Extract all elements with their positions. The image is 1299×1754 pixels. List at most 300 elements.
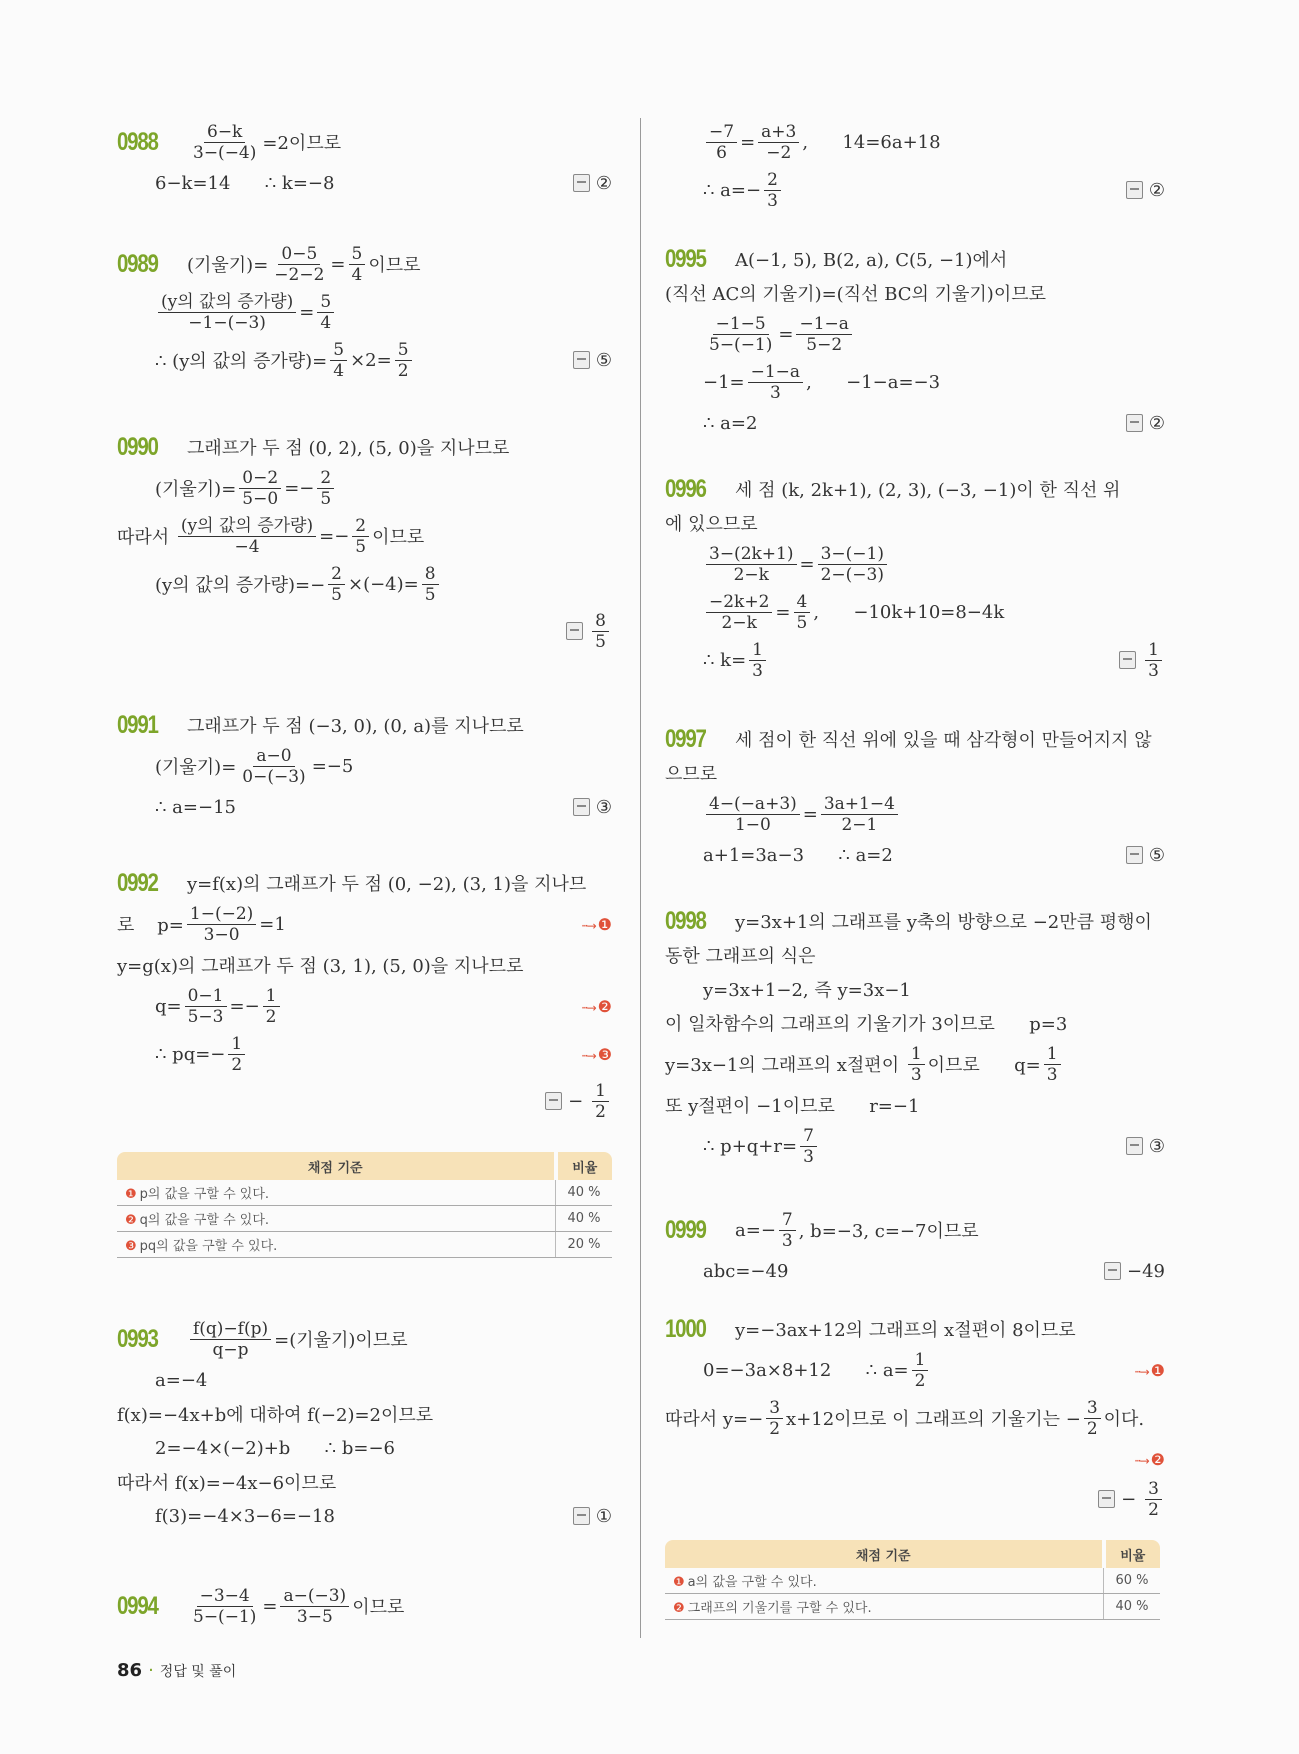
fraction-denominator: −2−2 xyxy=(274,264,325,285)
solution-line xyxy=(665,242,1165,276)
math-text: − xyxy=(1121,1488,1137,1510)
fraction-numerator: −1−5 xyxy=(713,314,769,335)
fraction-numerator: 7 xyxy=(779,1210,796,1231)
math-text: =− xyxy=(284,477,315,499)
math-text: ∴ k= xyxy=(703,649,747,671)
math-text: ② xyxy=(1148,179,1165,201)
fraction-numerator: 2 xyxy=(317,468,334,489)
criteria-text: a의 값을 구할 수 있다. xyxy=(687,1575,817,1590)
fraction-numerator: 1−(−2) xyxy=(187,904,256,925)
fraction xyxy=(349,244,366,285)
fraction xyxy=(706,544,797,585)
fraction xyxy=(228,1034,245,1075)
fraction-denominator: −4 xyxy=(234,536,260,557)
math-text: 따라서 xyxy=(117,527,175,548)
fraction xyxy=(352,516,369,557)
fraction-denominator: 2 xyxy=(1086,1418,1098,1439)
answer xyxy=(1126,180,1165,201)
fraction-denominator: 3 xyxy=(1148,660,1159,681)
fraction-numerator: 1 xyxy=(908,1044,925,1065)
ratio-cell: 40 % xyxy=(1104,1594,1161,1620)
arrow-icon: ···→ xyxy=(581,1048,595,1063)
answer-icon xyxy=(1119,651,1136,669)
solution-line xyxy=(117,948,612,982)
math-text: , b=−3, c=−7이므로 xyxy=(798,1221,979,1242)
fraction xyxy=(185,986,227,1027)
fraction xyxy=(794,592,811,633)
fraction xyxy=(395,340,412,381)
answer-icon xyxy=(1104,1262,1121,1280)
problem-1000 xyxy=(665,1312,1165,1522)
fraction-denominator: 2 xyxy=(231,1054,243,1075)
math-text: 동한 그래프의 식은 xyxy=(665,946,816,967)
fraction-numerator: 1 xyxy=(263,986,280,1007)
fraction-denominator: 5−3 xyxy=(187,1006,224,1027)
answer-icon xyxy=(1126,181,1143,199)
solution-line xyxy=(117,900,612,948)
step-number: ❷ xyxy=(597,996,612,1016)
fraction xyxy=(706,314,775,355)
math-text: ② xyxy=(1148,412,1165,434)
fraction-denominator: 3 xyxy=(769,382,781,403)
answer xyxy=(1126,413,1165,434)
solution-line xyxy=(117,1315,612,1363)
math-text: 0=−3a×8+12 ∴ a= xyxy=(703,1359,909,1381)
solution-line xyxy=(665,506,1165,540)
fraction-numerator: 3 xyxy=(1145,1479,1162,1500)
math-text: 이 일차함수의 그래프의 기울기가 3이므로 p=3 xyxy=(665,1014,1068,1035)
problem-number: 0999 xyxy=(665,1215,706,1244)
answer xyxy=(566,611,612,652)
solution-line xyxy=(665,1006,1165,1040)
solution-line xyxy=(117,1465,612,1499)
problem-0999 xyxy=(665,1206,1165,1288)
answer-icon xyxy=(545,1092,562,1110)
answer xyxy=(573,173,612,194)
step-number: ❸ xyxy=(597,1044,612,1064)
fraction-numerator: −1−a xyxy=(796,314,851,335)
table-row xyxy=(665,1568,1160,1594)
fraction-denominator: 3−(−4) xyxy=(193,142,257,163)
fraction-denominator: 3 xyxy=(1046,1064,1058,1085)
solution-line xyxy=(117,1030,612,1078)
criteria-cell xyxy=(117,1180,556,1206)
fraction-denominator: 4 xyxy=(333,360,345,381)
table-header-row xyxy=(665,1540,1160,1568)
problem-number: 0995 xyxy=(665,244,706,273)
problem-number: 0997 xyxy=(665,724,706,753)
criteria-text: 그래프의 기울기를 구할 수 있다. xyxy=(687,1601,872,1616)
solution-line xyxy=(665,636,1165,684)
solution-line xyxy=(117,166,612,200)
fraction-denominator: 5 xyxy=(595,631,606,652)
fraction-denominator: 2−k xyxy=(733,564,769,585)
fraction-numerator: 1 xyxy=(1145,640,1162,661)
solution-line xyxy=(665,1312,1165,1346)
fraction xyxy=(749,640,766,681)
fraction-numerator: 8 xyxy=(422,564,439,585)
problem-number: 1000 xyxy=(665,1314,706,1343)
step-number: ❶ xyxy=(597,914,612,934)
math-text: 그래프가 두 점 (−3, 0), (0, a)를 지나므로 xyxy=(187,716,524,737)
fraction xyxy=(280,1586,349,1627)
answer-icon xyxy=(573,1507,590,1525)
fraction-denominator: 5−(−1) xyxy=(709,334,773,355)
fraction-denominator: −1−(−3) xyxy=(188,312,266,333)
problem-0995 xyxy=(665,242,1165,440)
answer xyxy=(1098,1479,1165,1520)
fraction-numerator: 3 xyxy=(766,1398,783,1419)
math-text: y=f(x)의 그래프가 두 점 (0, −2), (3, 1)을 지나므 xyxy=(187,874,587,895)
step-badge: ❸ xyxy=(125,1239,137,1254)
solution-line xyxy=(117,1431,612,1465)
criteria-text: pq의 값을 구할 수 있다. xyxy=(139,1239,278,1254)
fraction xyxy=(239,468,281,509)
fraction-numerator: 1 xyxy=(912,1350,929,1371)
page-number: 86 xyxy=(117,1660,143,1681)
math-text: ⑤ xyxy=(1148,844,1165,866)
solution-line xyxy=(117,118,612,166)
fraction xyxy=(821,794,898,835)
math-text: y=g(x)의 그래프가 두 점 (3, 1), (5, 0)을 지나므로 xyxy=(117,956,524,977)
solution-line xyxy=(665,938,1165,972)
fraction xyxy=(779,1210,796,1251)
math-text: ⑤ xyxy=(595,349,612,371)
math-text: =− xyxy=(319,525,350,547)
math-text: ∴ a=− xyxy=(703,179,762,201)
solution-line xyxy=(665,472,1165,506)
problem-number: 0989 xyxy=(117,249,158,278)
math-text: y=−3ax+12의 그래프의 x절편이 8이므로 xyxy=(735,1320,1076,1341)
math-text: 이므로 q= xyxy=(927,1055,1041,1076)
answer-icon xyxy=(573,351,590,369)
answer-icon xyxy=(1126,846,1143,864)
step-badge: ❷ xyxy=(673,1601,685,1616)
math-text: 이므로 xyxy=(352,1597,405,1618)
math-text: = xyxy=(740,131,756,153)
solution-line xyxy=(665,1346,1165,1394)
solution-line xyxy=(665,972,1165,1006)
fraction xyxy=(592,611,609,652)
fraction-numerator: a−0 xyxy=(253,746,294,767)
math-text: =−5 xyxy=(311,755,354,777)
grading-table-0992 xyxy=(117,1152,612,1258)
solution-line xyxy=(117,464,612,512)
fraction-denominator: 6 xyxy=(716,142,727,163)
fraction xyxy=(764,170,781,211)
fraction xyxy=(748,362,803,403)
fraction-denominator: 2 xyxy=(397,360,409,381)
header-criteria: 채점 기준 xyxy=(117,1152,556,1180)
problem-number: 0993 xyxy=(117,1324,158,1353)
fraction-denominator: q−p xyxy=(212,1339,249,1360)
criteria-text: p의 값을 구할 수 있다. xyxy=(139,1187,270,1202)
math-text: ×(−4)= xyxy=(347,573,419,595)
fraction-denominator: 3−0 xyxy=(203,924,240,945)
math-text: 에 있으므로 xyxy=(665,514,758,535)
fraction-denominator: 2−(−3) xyxy=(820,564,884,585)
solution-line xyxy=(117,430,612,464)
fraction-numerator: 1 xyxy=(749,640,766,661)
fraction xyxy=(908,1044,925,1085)
solution-line xyxy=(117,982,612,1030)
fraction xyxy=(818,544,887,585)
solution-line xyxy=(665,790,1165,838)
problem-number: 0991 xyxy=(117,710,158,739)
math-text: 로 p= xyxy=(117,915,184,936)
step-marker xyxy=(581,997,612,1016)
step-number: ❶ xyxy=(1150,1360,1165,1380)
ratio-cell: 60 % xyxy=(1104,1568,1161,1594)
math-text: A(−1, 5), B(2, a), C(5, −1)에서 xyxy=(735,250,1008,271)
fraction-denominator: 3 xyxy=(910,1064,922,1085)
arrow-icon: ···→ xyxy=(1134,1364,1148,1379)
solution-line xyxy=(117,512,612,560)
fraction xyxy=(190,122,259,163)
fraction-numerator: f(q)−f(p) xyxy=(190,1319,271,1340)
fraction-numerator: −1−a xyxy=(748,362,803,383)
fraction-numerator: 4 xyxy=(794,592,811,613)
answer xyxy=(1126,1136,1165,1157)
math-text: y=3x+1의 그래프를 y축의 방향으로 −2만큼 평행이 xyxy=(735,912,1152,933)
math-text: −49 xyxy=(1127,1260,1165,1282)
problem-number: 0994 xyxy=(117,1591,158,1620)
answer xyxy=(1126,845,1165,866)
solution-line xyxy=(117,1363,612,1397)
solution-line xyxy=(665,722,1165,756)
fraction xyxy=(912,1350,929,1391)
math-text: =(기울기)이므로 xyxy=(274,1330,408,1351)
fraction xyxy=(1145,640,1162,681)
math-text: ∴ (y의 값의 증가량)= xyxy=(155,351,328,372)
solution-line xyxy=(117,742,612,790)
footer-title: 정답 및 풀이 xyxy=(159,1663,237,1680)
math-text: − xyxy=(568,1090,584,1112)
math-text: x+12이므로 이 그래프의 기울기는 − xyxy=(786,1409,1081,1430)
criteria-cell xyxy=(117,1232,556,1258)
fraction-numerator: 0−5 xyxy=(278,244,320,265)
math-text: a=− xyxy=(735,1219,776,1241)
solution-line xyxy=(665,310,1165,358)
fraction-denominator: 4 xyxy=(351,264,363,285)
solution-line xyxy=(665,756,1165,790)
math-text: , −1−a=−3 xyxy=(806,371,941,393)
answer xyxy=(573,1506,612,1527)
fraction-numerator: 0−2 xyxy=(239,468,281,489)
fraction-denominator: 1−0 xyxy=(734,814,771,835)
math-text: 따라서 y=− xyxy=(665,1409,764,1430)
solution-line xyxy=(665,588,1165,636)
table-row xyxy=(117,1180,612,1206)
fraction-denominator: 3 xyxy=(752,660,763,681)
fraction-denominator: 2−k xyxy=(721,612,757,633)
table-row xyxy=(117,1206,612,1232)
math-text: f(3)=−4×3−6=−18 xyxy=(155,1505,335,1527)
criteria-cell xyxy=(117,1206,556,1232)
fraction-denominator: 5 xyxy=(424,584,436,605)
fraction-denominator: 2 xyxy=(769,1418,781,1439)
fraction-denominator: 0−(−3) xyxy=(242,766,306,787)
math-text: ∴ a=2 xyxy=(703,412,758,434)
fraction-denominator: 2 xyxy=(265,1006,277,1027)
math-text: = xyxy=(799,553,815,575)
fraction xyxy=(190,1319,271,1360)
math-text: 이므로 xyxy=(368,255,421,276)
fraction-denominator: 5−2 xyxy=(806,334,843,355)
fraction-numerator: −2k+2 xyxy=(706,592,772,613)
solution-line xyxy=(117,1078,612,1124)
solution-line xyxy=(665,540,1165,588)
step-marker xyxy=(581,915,612,934)
math-text: ③ xyxy=(1148,1135,1165,1157)
math-text: 또 y절편이 −1이므로 r=−1 xyxy=(665,1096,920,1117)
fraction-numerator: 2 xyxy=(352,516,369,537)
fraction-denominator: −2 xyxy=(766,142,792,163)
table-row xyxy=(117,1232,612,1258)
math-text: f(x)=−4x+b에 대하여 f(−2)=2이므로 xyxy=(117,1405,434,1426)
fraction-numerator: 5 xyxy=(317,292,334,313)
fraction-denominator: 4 xyxy=(320,312,332,333)
solution-line xyxy=(665,904,1165,938)
fraction xyxy=(422,564,439,605)
solution-line xyxy=(117,336,612,384)
solution-line xyxy=(117,288,612,336)
solution-line xyxy=(665,406,1165,440)
problem-0993 xyxy=(117,1315,612,1533)
answer-icon xyxy=(573,174,590,192)
fraction-numerator: 2 xyxy=(328,564,345,585)
table-row xyxy=(665,1594,1160,1620)
header-ratio: 비율 xyxy=(1104,1540,1161,1568)
math-text: =1 xyxy=(259,913,286,935)
problem-0989 xyxy=(117,240,612,384)
solution-line xyxy=(665,1254,1165,1288)
solution-line xyxy=(665,1476,1165,1522)
math-text: ×2= xyxy=(350,349,392,371)
problem-number: 0988 xyxy=(117,127,158,156)
fraction-numerator: 0−1 xyxy=(185,986,227,1007)
fraction xyxy=(1084,1398,1101,1439)
math-text: abc=−49 xyxy=(703,1260,789,1282)
problem-cont xyxy=(665,118,1165,214)
math-text: 으므로 xyxy=(665,764,718,785)
math-text: y=3x+1−2, 즉 y=3x−1 xyxy=(703,980,911,1001)
fraction-numerator: 8 xyxy=(592,611,609,632)
criteria-text: q의 값을 구할 수 있다. xyxy=(139,1213,270,1228)
fraction xyxy=(1044,1044,1061,1085)
fraction-numerator: a−(−3) xyxy=(280,1586,349,1607)
fraction xyxy=(1145,1479,1162,1520)
fraction xyxy=(328,564,345,605)
fraction-denominator: 2 xyxy=(1148,1499,1159,1520)
math-text: ① xyxy=(595,1505,612,1527)
step-marker xyxy=(1134,1450,1165,1469)
answer-icon xyxy=(1126,1137,1143,1155)
math-text: (y의 값의 증가량)=− xyxy=(155,575,326,596)
step-number: ❷ xyxy=(1150,1449,1165,1469)
math-text: ∴ p+q+r= xyxy=(703,1135,798,1157)
problem-number: 0998 xyxy=(665,906,706,935)
solution-line xyxy=(665,1206,1165,1254)
math-text: = xyxy=(778,323,794,345)
header-ratio: 비율 xyxy=(556,1152,613,1180)
fraction-denominator: 5−(−1) xyxy=(193,1606,257,1627)
solution-line xyxy=(665,358,1165,406)
math-text: ② xyxy=(595,172,612,194)
math-text: (기울기)= xyxy=(187,255,269,276)
arrow-icon: ···→ xyxy=(581,1000,595,1015)
math-text: (직선 AC의 기울기)=(직선 BC의 기울기)이므로 xyxy=(665,284,1046,305)
solution-line xyxy=(117,1582,612,1630)
solution-line xyxy=(665,838,1165,872)
step-marker xyxy=(581,1045,612,1064)
table-header-row xyxy=(117,1152,612,1180)
answer-icon xyxy=(1098,1490,1115,1508)
problem-0991 xyxy=(117,708,612,824)
ratio-cell: 40 % xyxy=(556,1206,613,1232)
fraction xyxy=(317,468,334,509)
arrow-icon: ···→ xyxy=(1134,1453,1148,1468)
fraction-denominator: 3 xyxy=(767,190,778,211)
math-text: , 14=6a+18 xyxy=(802,131,941,153)
problem-0992 xyxy=(117,866,612,1124)
answer xyxy=(1104,1261,1165,1282)
solution-line xyxy=(117,1499,612,1533)
answer-icon xyxy=(566,622,583,640)
math-text: 세 점 (k, 2k+1), (2, 3), (−3, −1)이 한 직선 위 xyxy=(735,480,1121,501)
solution-line xyxy=(117,708,612,742)
math-text: a+1=3a−3 ∴ a=2 xyxy=(703,844,893,866)
answer xyxy=(573,350,612,371)
ratio-cell: 20 % xyxy=(556,1232,613,1258)
math-text: ③ xyxy=(595,796,612,818)
math-text: 6−k=14 ∴ k=−8 xyxy=(155,172,335,194)
fraction-numerator: 7 xyxy=(800,1126,817,1147)
step-badge: ❶ xyxy=(673,1575,685,1590)
fraction-numerator: −7 xyxy=(706,122,737,143)
solution-line xyxy=(665,276,1165,310)
fraction xyxy=(796,314,851,355)
fraction-numerator: 5 xyxy=(349,244,366,265)
solution-line xyxy=(117,560,612,608)
fraction-numerator: 4−(−a+3) xyxy=(706,794,800,815)
solution-line xyxy=(665,1122,1165,1170)
solution-line xyxy=(117,240,612,288)
fraction-numerator: a+3 xyxy=(758,122,799,143)
fraction-numerator: −3−4 xyxy=(197,1586,253,1607)
fraction-numerator: 5 xyxy=(330,340,347,361)
fraction xyxy=(158,292,296,333)
criteria-cell xyxy=(665,1594,1104,1620)
grading-table-1000 xyxy=(665,1540,1160,1620)
fraction xyxy=(800,1126,817,1167)
solution-line xyxy=(665,1040,1165,1088)
fraction xyxy=(706,592,772,633)
solution-line xyxy=(665,1442,1165,1476)
step-badge: ❷ xyxy=(125,1213,137,1228)
solution-line xyxy=(665,1088,1165,1122)
fraction-numerator: 1 xyxy=(1044,1044,1061,1065)
footer-separator: · xyxy=(148,1660,154,1681)
fraction-denominator: 5 xyxy=(355,536,367,557)
arrow-icon: ···→ xyxy=(581,918,595,933)
answer-icon xyxy=(573,798,590,816)
math-text: 2=−4×(−2)+b ∴ b=−6 xyxy=(155,1437,395,1459)
fraction xyxy=(592,1081,609,1122)
fraction xyxy=(178,516,316,557)
fraction-denominator: 2−1 xyxy=(841,814,878,835)
math-text: = xyxy=(802,803,818,825)
